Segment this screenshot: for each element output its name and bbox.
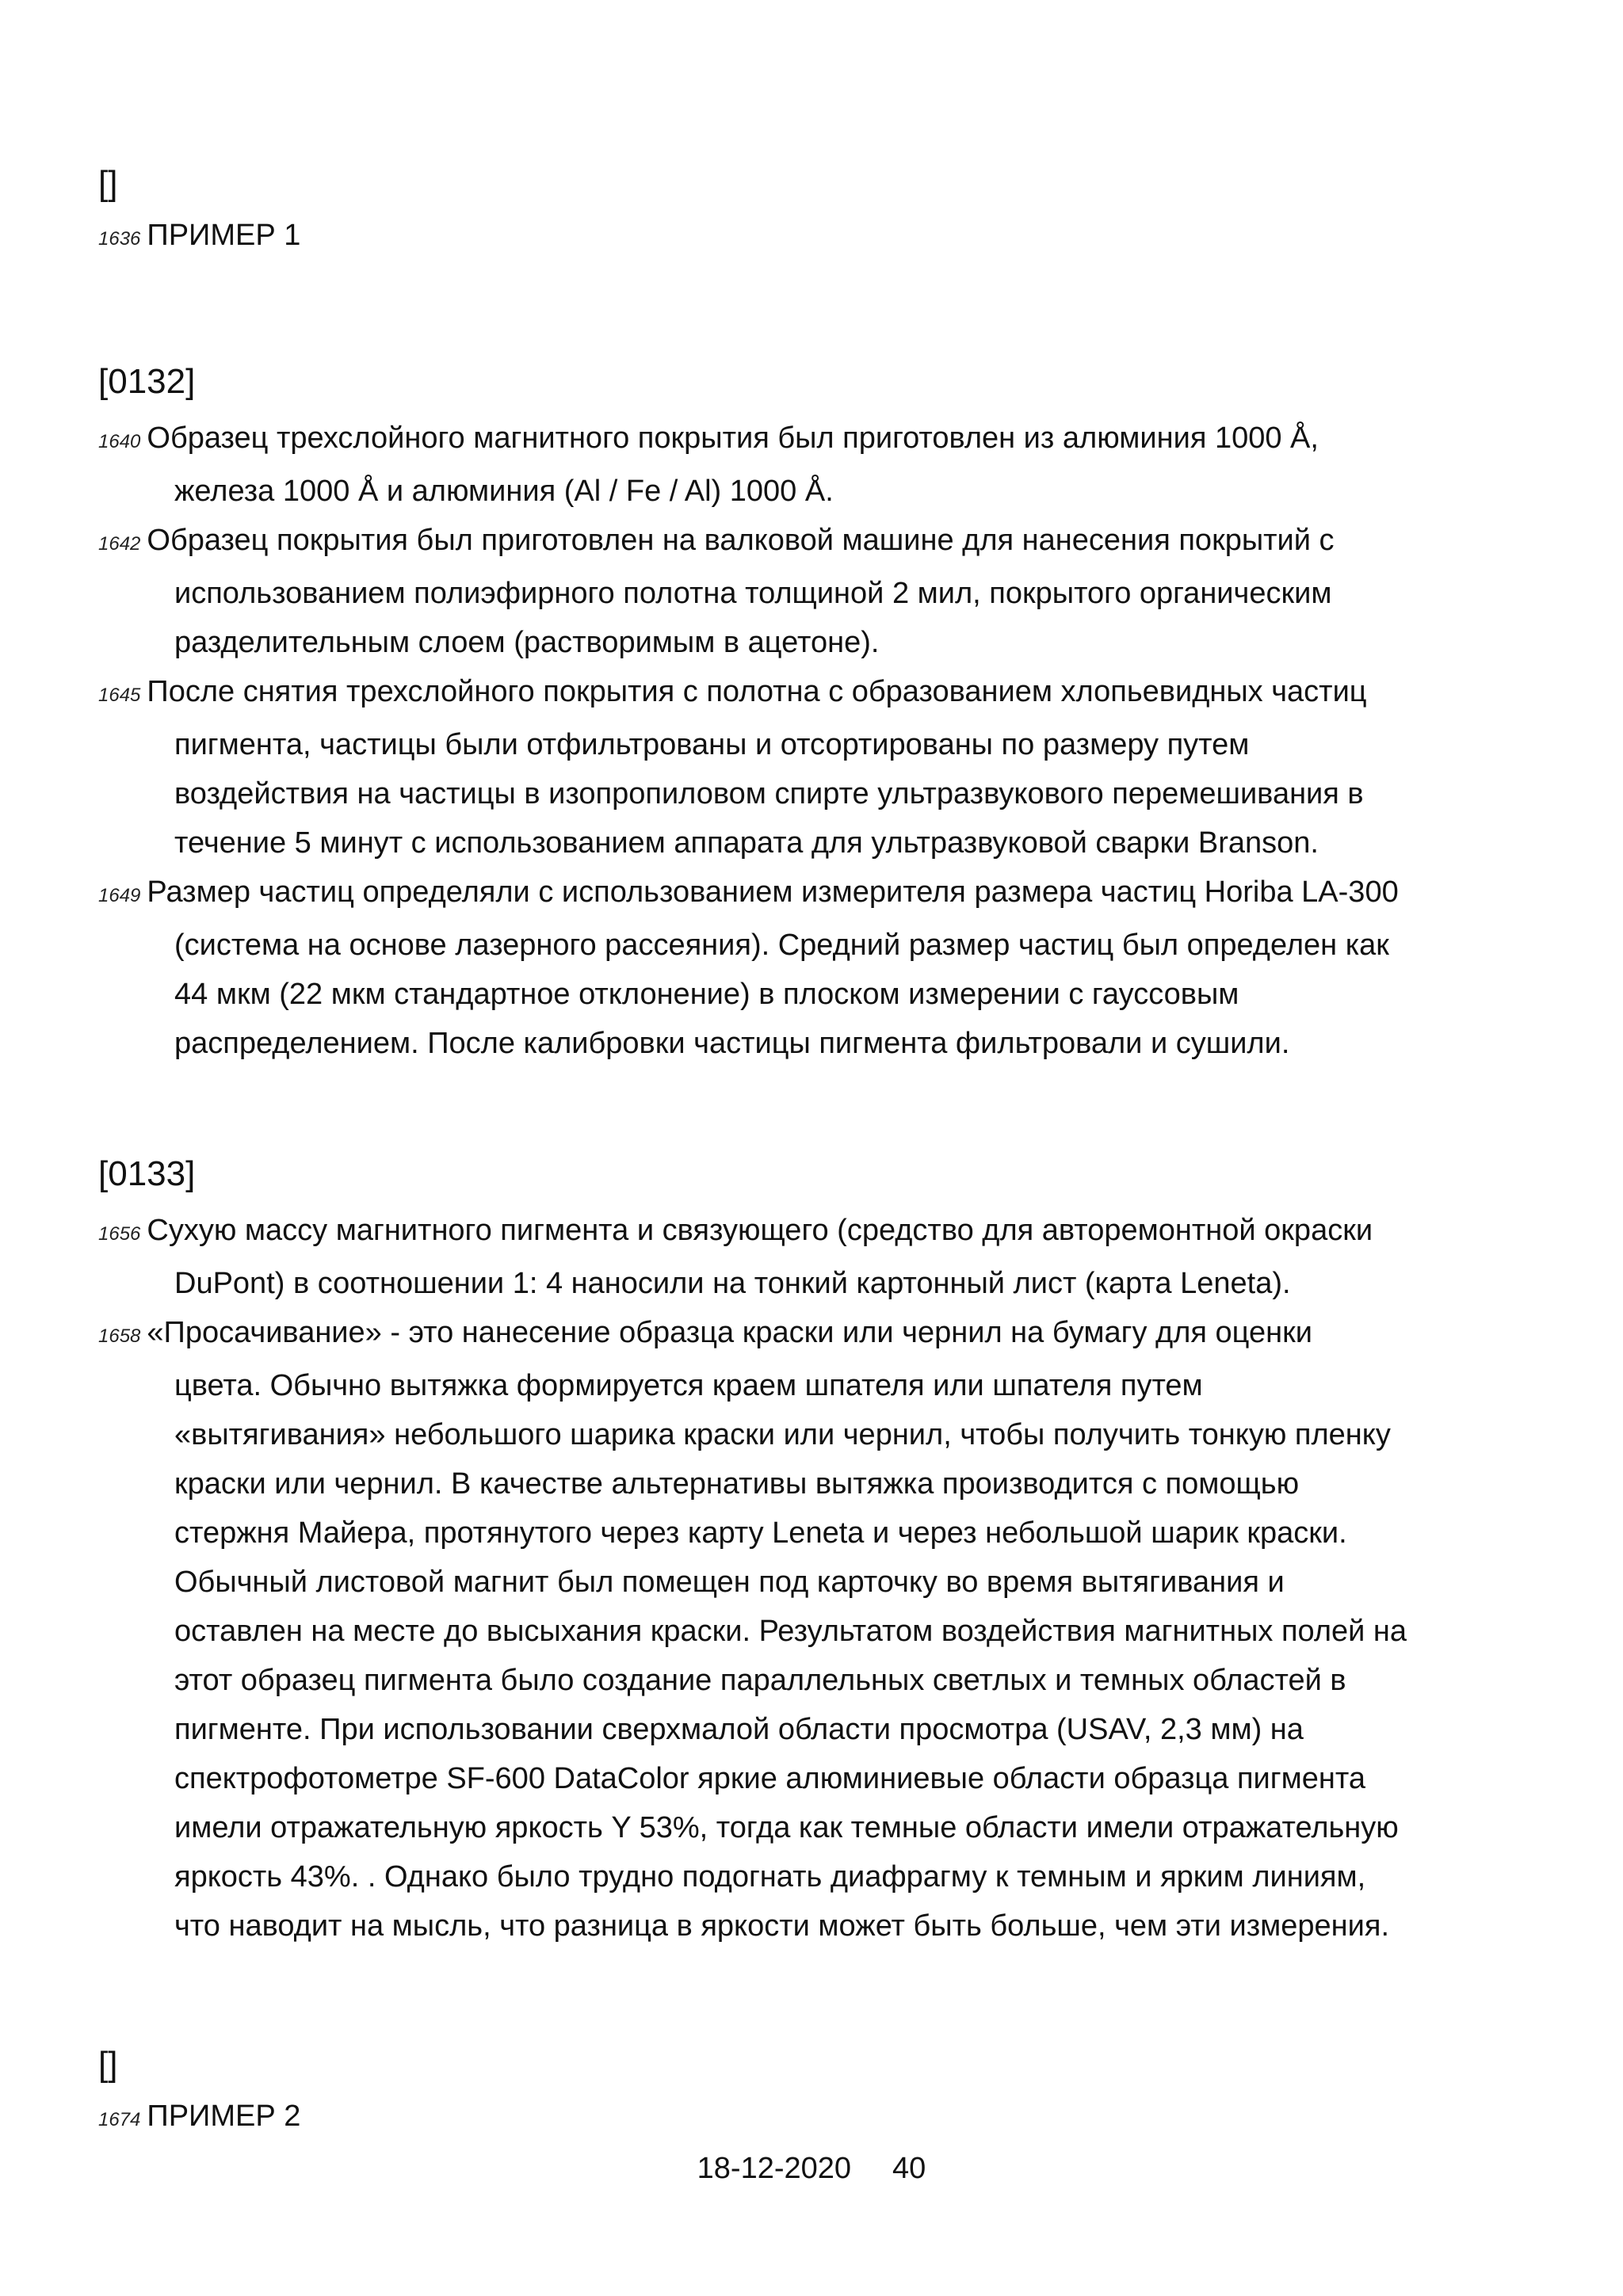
paragraph-0132 xyxy=(98,414,1556,1068)
text-line: разделительным слоем (растворимым в ацетоне). xyxy=(174,626,880,659)
paragraph-entry xyxy=(98,667,1556,868)
text-line: 1649 Размер частиц определяли с использованием измерителя размера частиц Horiba LA-300 xyxy=(98,875,1399,909)
line-number: 1674 xyxy=(98,2109,141,2130)
text-line: пигмента, частицы были отфильтрованы и отсортированы по размеру путем xyxy=(174,728,1250,761)
paragraph-0133 xyxy=(98,1206,1556,1951)
line-number: 1656 xyxy=(98,1223,141,1245)
paragraph-number-0133: [0133] xyxy=(98,1154,196,1193)
text-line: железа 1000 Å и алюминия (Al / Fe / Al) 1000 Å. xyxy=(174,475,834,508)
text-line: краски или чернил. В качестве альтернативы вытяжка производится с помощью xyxy=(174,1467,1300,1501)
paragraph-entry xyxy=(98,1206,1556,1308)
paragraph-entry xyxy=(98,1308,1556,1951)
paragraph-entry xyxy=(98,868,1556,1068)
line-number: 1640 xyxy=(98,431,141,452)
paragraph-number-0132: [0132] xyxy=(98,362,196,401)
text-line: цвета. Обычно вытяжка формируется краем шпателя или шпателя путем xyxy=(174,1369,1203,1402)
section-marker-example-2: [] xyxy=(98,2045,118,2084)
example-2-heading xyxy=(98,2096,300,2140)
text-line: яркость 43%. . Однако было трудно подогнать диафрагму к темным и ярким линиям, xyxy=(174,1860,1366,1894)
paragraph-entry xyxy=(98,414,1556,516)
text-line: использованием полиэфирного полотна толщиной 2 мил, покрытого органическим xyxy=(174,577,1332,610)
text-line: оставлен на месте до высыхания краски. Результатом воздействия магнитных полей на xyxy=(174,1615,1407,1648)
text-line: течение 5 минут с использованием аппарата для ультразвуковой сварки Branson. xyxy=(174,826,1319,860)
text-line: спектрофотометре SF-600 DataColor яркие алюминиевые области образца пигмента xyxy=(174,1762,1365,1795)
paragraph-entry xyxy=(98,516,1556,667)
page-number: 40 xyxy=(892,2152,926,2185)
line-number: 1642 xyxy=(98,533,141,555)
text-line: 1642 Образец покрытия был приготовлен на валковой машине для нанесения покрытий с xyxy=(98,524,1335,557)
text-line: Обычный листовой магнит был помещен под карточку во время вытягивания и xyxy=(174,1566,1285,1599)
text-line: 1640 Образец трехслойного магнитного покрытия был приготовлен из алюминия 1000 Å, xyxy=(98,421,1319,455)
text-line: 1658 «Просачивание» - это нанесение образца краски или чернил на бумагу для оценки xyxy=(98,1316,1312,1349)
text-line: пигменте. При использовании сверхмалой области просмотра (USAV, 2,3 мм) на xyxy=(174,1713,1304,1746)
text-line: стержня Майера, протянутого через карту Leneta и через небольшой шарик краски. xyxy=(174,1516,1347,1550)
text-line: 1645 После снятия трехслойного покрытия с полотна с образованием хлопьевидных частиц xyxy=(98,675,1367,708)
text-line: DuPont) в соотношении 1: 4 наносили на тонкий картонный лист (карта Leneta). xyxy=(174,1267,1291,1300)
text-line: этот образец пигмента было создание параллельных светлых и темных областей в xyxy=(174,1664,1346,1697)
text-line: имели отражательную яркость Y 53%, тогда как темные области имели отражательную xyxy=(174,1811,1399,1844)
line-number: 1658 xyxy=(98,1325,141,1347)
line-number: 1649 xyxy=(98,885,141,906)
text-line: что наводит на мысль, что разница в яркости может быть больше, чем эти измерения. xyxy=(174,1909,1390,1943)
page-footer xyxy=(0,2149,1623,2188)
section-marker-example-1: [] xyxy=(98,164,118,203)
footer-date: 18-12-2020 xyxy=(697,2152,852,2185)
text-line: «вытягивания» небольшого шарика краски или чернил, чтобы получить тонкую пленку xyxy=(174,1418,1391,1451)
text-line: распределением. После калибровки частицы пигмента фильтровали и сушили. xyxy=(174,1027,1290,1060)
line-number: 1636 xyxy=(98,228,141,250)
text-line: (система на основе лазерного рассеяния). Средний размер частиц был определен как xyxy=(174,929,1389,962)
text-line: 1656 Сухую массу магнитного пигмента и связующего (средство для авторемонтной окраски xyxy=(98,1214,1373,1247)
text-line: воздействия на частицы в изопропиловом спирте ультразвукового перемешивания в xyxy=(174,777,1364,810)
example-2-title: ПРИМЕР 2 xyxy=(147,2100,301,2133)
example-1-heading xyxy=(98,215,300,259)
line-number: 1645 xyxy=(98,685,141,706)
text-line: 44 мкм (22 мкм стандартное отклонение) в плоском измерении с гауссовым xyxy=(174,978,1239,1011)
example-1-title: ПРИМЕР 1 xyxy=(147,219,301,252)
